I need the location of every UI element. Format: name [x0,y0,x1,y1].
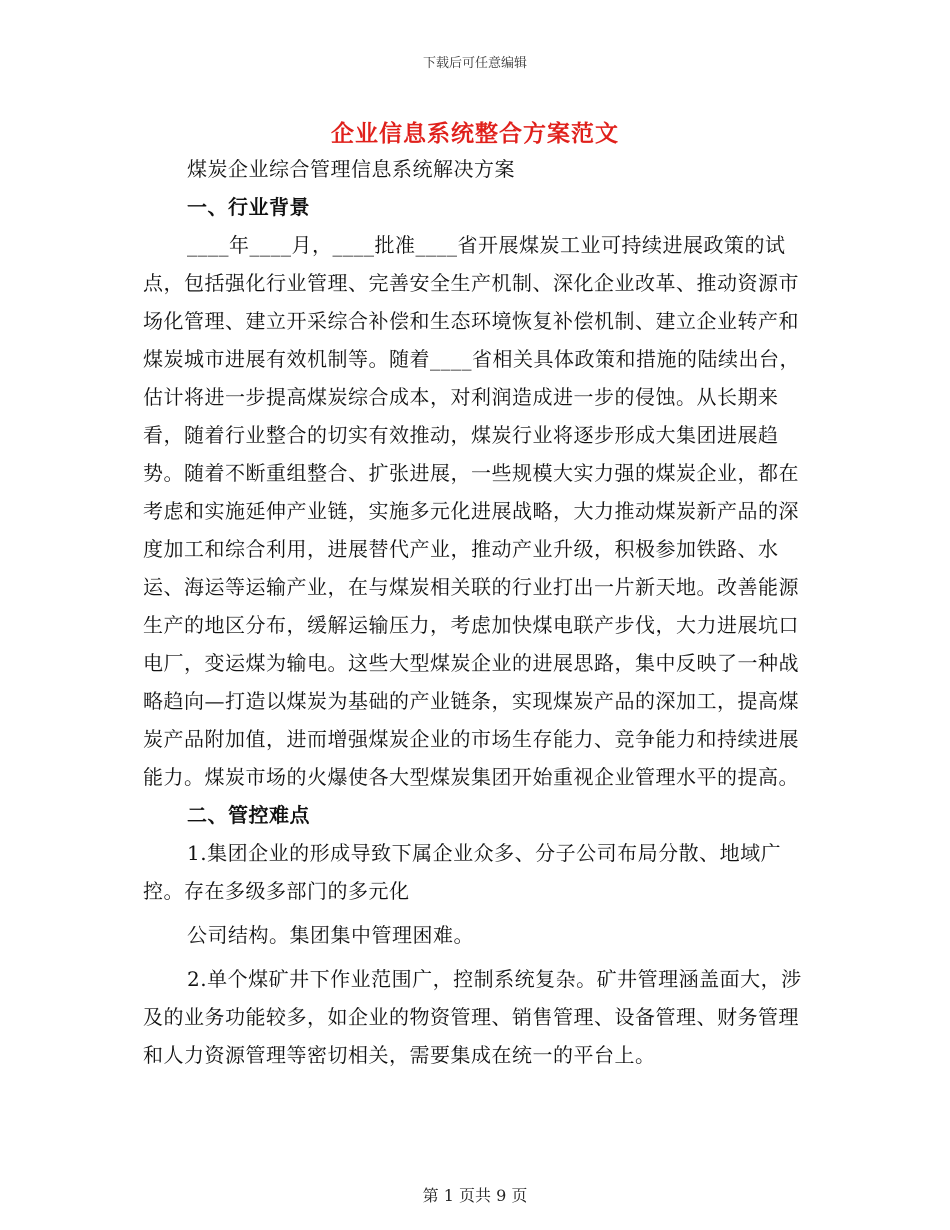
section-heading-background: 一、行业背景 [187,195,310,219]
page-number: 第 1 页共 9 页 [422,1186,528,1205]
section-heading-difficulties: 二、管控难点 [187,803,310,827]
difficulty-item-1-continued: 公司结构。集团集中管理困难。 [187,923,474,947]
document-body [143,150,807,1074]
document-subtitle: 煤炭企业综合管理信息系统解决方案 [187,157,515,181]
document-title: 企业信息系统整合方案范文 [331,120,619,147]
difficulty-item-2: 2.单个煤矿井下作业范围广，控制系统复杂。矿井管理涵盖面大，涉及的业务功能较多，如企业的物资管理、销售管理、设备管理、财务管理和人力资源管理等密切相关，需要集成在统一的平台上。 [143,967,802,1067]
section-paragraph-background: ____年____月，____批准____省开展煤炭工业可持续进展政策的试点，包括强化行业管理、完善安全生产机制、深化企业改革、推动资源市场化管理、建立开采综合补偿和生态环境恢复补偿机制、建立企业转产和煤炭城市进展有效机制等。随着____省相关具体政策和措施的陆续出台，估计将进一步提高煤炭综合成本，对利润造成进一步的侵蚀。从长期来看，随着行业整合的切实有效推动，煤炭行业将逐步形成大集团进展趋势。随着不断重组整合、扩张进展，一些规模大实力强的煤炭企业，都在考虑和实施延伸产业链，实施多元化进展战略，大力推动煤炭新产品的深度加工和综合利用，进展替代产业，推动产业升级，积极参加铁路、水运、海运等运输产业，在与煤炭相关联的行业打出一片新天地。改善能源生产的地区分布，缓解运输压力，考虑加快煤电联产步伐，大力进展坑口电厂，变运煤为输电。这些大型煤炭企业的进展思路，集中反映了一种战略趋向—打造以煤炭为基础的产业链条，实现煤炭产品的深加工，提高煤炭产品附加值，进而增强煤炭企业的市场生存能力、竞争能力和持续进展能力。煤炭市场的火爆使各大型煤炭集团开始重视企业管理水平的提高。 [143,233,800,789]
difficulty-item-1: 1.集团企业的形成导致下属企业众多、分子公司布局分散、地域广控。存在多级多部门的多元化 [143,841,782,903]
page-header-note: 下载后可任意编辑 [422,56,527,71]
